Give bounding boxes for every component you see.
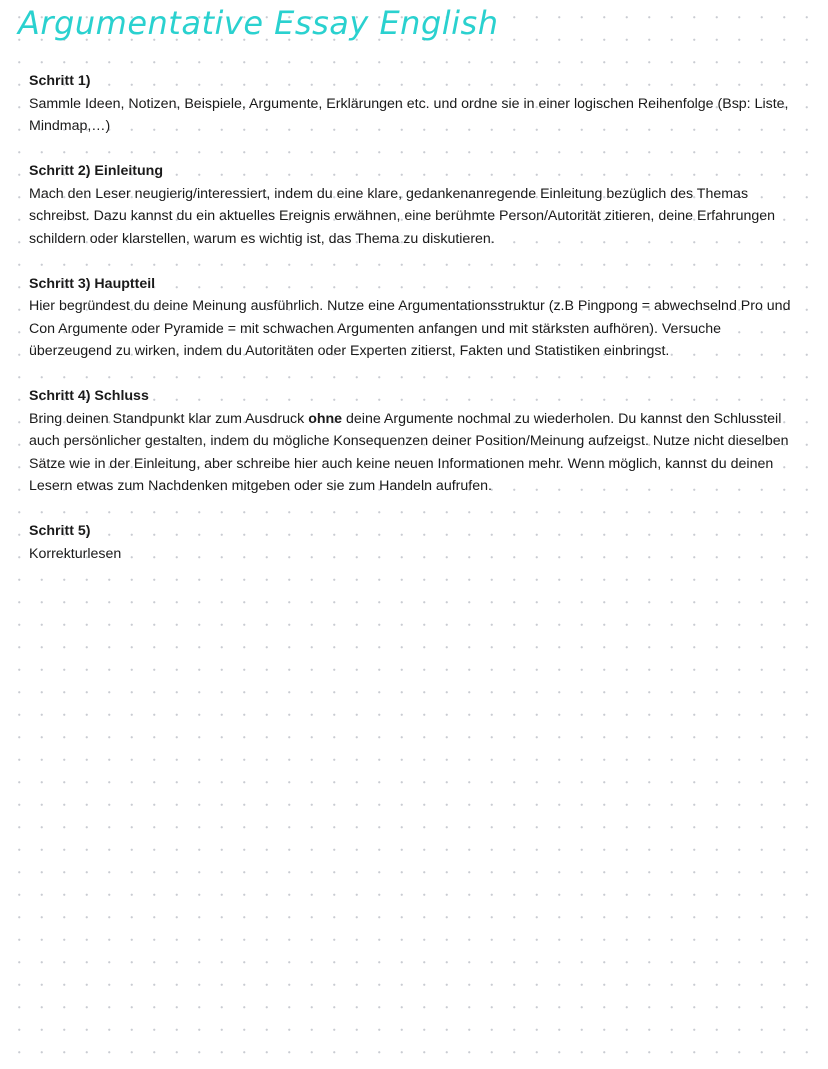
step-text-part: deine Argumente nochmal zu wiederholen. Du kannst den Schlussteil auch persönlicher gestalten, indem du mögliche Konsequenzen deiner Position/Meinung aufzeigst. Nutze nicht dieselben Sätze wie in der Einleitung, aber schreibe hier auch keine neuen Informationen mehr. Wenn möglich, kannst du deinen Lesern etwas zum Nachdenken mitgeben oder sie zum Handeln aufrufen. bbox=[29, 410, 789, 494]
step-heading: Schritt 2) Einleitung bbox=[29, 163, 163, 179]
step-text: Sammle Ideen, Notizen, Beispiele, Argumente, Erklärungen etc. und ordne sie in einer logischen Reihenfolge (Bsp: Liste, Mindmap,…) bbox=[29, 95, 789, 134]
step-text: Korrekturlesen bbox=[29, 545, 122, 562]
step-2 bbox=[29, 160, 804, 250]
step-1 bbox=[29, 70, 804, 138]
step-heading: Schritt 4) Schluss bbox=[29, 388, 149, 404]
step-heading: Schritt 1) bbox=[29, 73, 91, 89]
step-4 bbox=[29, 385, 804, 498]
step-text-part: Bring deinen Standpunkt klar zum Ausdruck bbox=[29, 410, 309, 427]
step-text bbox=[29, 408, 804, 498]
step-3 bbox=[29, 273, 804, 363]
step-5 bbox=[29, 520, 804, 565]
page-title: Argumentative Essay English bbox=[18, 4, 499, 42]
step-heading: Schritt 3) Hauptteil bbox=[29, 275, 156, 292]
essay-steps bbox=[29, 70, 804, 588]
step-heading: Schritt 5) bbox=[29, 523, 91, 539]
step-text: Mach den Leser neugierig/interessiert, indem du eine klare, gedankenanregende Einleitung bezüglich des Themas schreibst. Dazu kannst du ein aktuelles Ereignis erwähnen, eine berühmte Person/Autorität zitieren, deine Erfahrungen schildern oder klarstellen, warum es wichtig ist, das Thema zu diskutieren. bbox=[29, 185, 776, 247]
emphasis-word: ohne bbox=[308, 410, 343, 427]
step-text: Hier begründest du deine Meinung ausführlich. Nutze eine Argumentationsstruktur (z.B Pingpong = abwechselnd Pro und Con Argumente oder Pyramide = mit schwachen Argumenten anfangen und mit stärksten aufhören). Versuche überzeugend zu wirken, indem du Autoritäten oder Experten zitierst, Fakten und Statistiken einbringst. bbox=[29, 298, 791, 359]
